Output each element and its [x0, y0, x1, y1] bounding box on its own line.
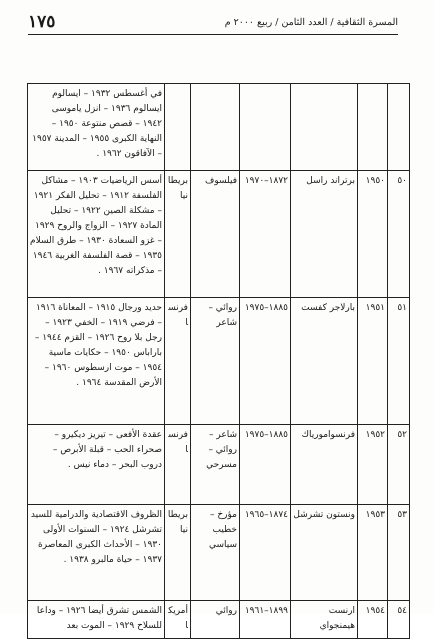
country-cell: أمريكا: [165, 601, 191, 639]
profession-cell: مؤرخ – خطيب سياسي: [191, 505, 240, 601]
profession-cell: روائي: [191, 601, 240, 639]
award-year-cell: ١٩٥٠: [358, 171, 388, 298]
header-rule: [28, 34, 398, 35]
country-cell: بريطانيا: [165, 171, 191, 298]
entry-number-cell: [388, 84, 410, 171]
laureate-name-cell: بارلاجر كفست: [291, 298, 358, 425]
entry-number-cell: ٥١: [388, 298, 410, 425]
table-row: [28, 505, 410, 601]
life-dates-cell: ١٨٧٤–١٩٦٥: [240, 505, 291, 601]
laureate-name-cell: فرنسوامورياك: [291, 425, 358, 505]
table-row: [28, 425, 410, 505]
country-cell: [165, 84, 191, 171]
award-year-cell: ١٩٥٢: [358, 425, 388, 505]
laureate-name-cell: [291, 84, 358, 171]
page-number: ١٧٥: [28, 12, 56, 32]
life-dates-cell: [240, 84, 291, 171]
laureate-name-cell: برتراند راسل: [291, 171, 358, 298]
works-cell: الظروف الاقتصادية والدرامية للسيد تشرشل ١٩٢٤ – السنوات الأولى ١٩٣٠ – الأحداث الكبرى المعاصرة ١٩٣٧ – حياة مالبرو ١٩٣٨ .: [28, 505, 165, 601]
entry-number-cell: ٥٠: [388, 171, 410, 298]
profession-cell: روائي – شاعر: [191, 298, 240, 425]
entry-number-cell: ٥٤: [388, 601, 410, 639]
award-year-cell: [358, 84, 388, 171]
table-row: [28, 298, 410, 425]
running-title: المسرة الثقافية / العدد الثامن / ربيع ٢٠٠٠ م: [224, 16, 398, 28]
life-dates-cell: ١٨٧٢–١٩٧٠: [240, 171, 291, 298]
country-cell: فرنسا: [165, 298, 191, 425]
table-row: [28, 601, 410, 639]
entry-number-cell: ٥٣: [388, 505, 410, 601]
works-cell: عقدة الأفعى – تيريز ديكيرو – صحراء الحب – قبلة الأبرص – دروب البحر – دماء نيس .: [28, 425, 165, 505]
country-cell: فرنسا: [165, 425, 191, 505]
works-cell: أسس الرياضيات ١٩٠٣ – مشاكل الفلسفة ١٩١٢ – تحليل الفكر ١٩٢١ – مشكلة الصين ١٩٢٢ – تحليل المادة ١٩٢٧ – الزواج والروح ١٩٢٩ – غزو السعادة ١٩٣٠ – طرق السلام ١٩٣٥ – قصة الفلسفة الغربية ١٩٤٦ – مذكراته ١٩٦٧ .: [28, 171, 165, 298]
laureate-name-cell: ارنست هيمنجواي: [291, 601, 358, 639]
profession-cell: شاعر – روائي – مسرحي: [191, 425, 240, 505]
laureate-name-cell: ونستون تشرشل: [291, 505, 358, 601]
running-header: [28, 12, 398, 32]
profession-cell: [191, 84, 240, 171]
award-year-cell: ١٩٥٣: [358, 505, 388, 601]
works-cell: الشمس تشرق أيضا ١٩٢٦ – وداعا للسلاح ١٩٢٩ – الموت بعد: [28, 601, 165, 639]
table-row: [28, 171, 410, 298]
table-row: [28, 84, 410, 171]
entry-number-cell: ٥٢: [388, 425, 410, 505]
life-dates-cell: ١٨٨٥–١٩٧٥: [240, 425, 291, 505]
life-dates-cell: ١٨٩٩–١٩٦١: [240, 601, 291, 639]
award-year-cell: ١٩٥٤: [358, 601, 388, 639]
works-cell: حديد ورجال ١٩١٥ – المعاناة ١٩١٦ – فرضي ١٩١٩ – الخفي ١٩٢٣ – رجل بلا روح ١٩٢٦ – القزم ١٩٤٤ – باراباس ١٩٥٠ – حكايات ماسية ١٩٥٤ – موت ارسطوس ١٩٦٠ – الأرض المقدسة ١٩٦٤ .: [28, 298, 165, 425]
profession-cell: فيلسوف: [191, 171, 240, 298]
nobel-laureates-table: [27, 83, 410, 639]
award-year-cell: ١٩٥١: [358, 298, 388, 425]
works-cell: في أغسطس ١٩٣٢ – ايسالوم ايسالوم ١٩٣٦ – انزل ياموسى ١٩٤٢ – قصص منتوعة ١٩٥٠ – النهاية الكبرى ١٩٥٥ – المدينة ١٩٥٧ – الآفاقون ١٩٦٢ .: [28, 84, 165, 171]
life-dates-cell: ١٨٨٥–١٩٧٥: [240, 298, 291, 425]
country-cell: بريطانيا: [165, 505, 191, 601]
